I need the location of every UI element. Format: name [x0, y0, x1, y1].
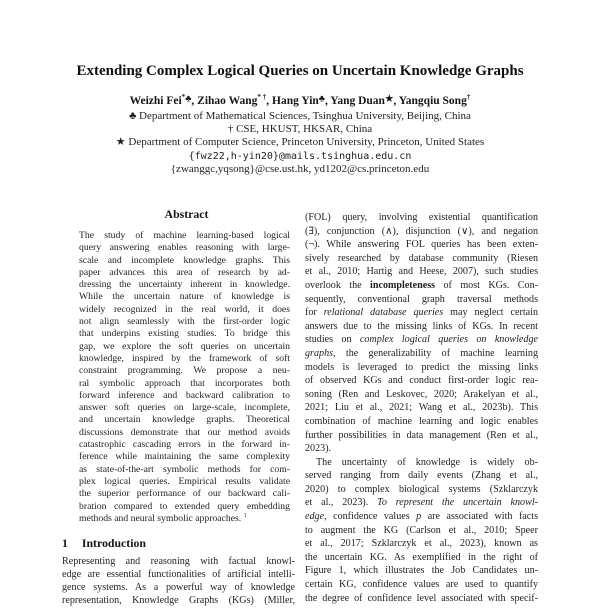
text-segment: dressing the uncertainty inherent in knowledge.: [79, 279, 290, 291]
text-segment: forward inference and backward calibration to: [79, 389, 290, 401]
text-segment: ference while maintaining the same complexity: [79, 451, 290, 463]
text-line: [79, 316, 290, 328]
text-segment: not align seamlessly with the first-order logic: [79, 316, 290, 328]
text-segment: et al., 2017; Szklarczyk et al., 2023), known as: [305, 538, 538, 550]
text-line: [305, 429, 538, 443]
text-line: [79, 341, 290, 353]
text-segment: overlook the: [305, 279, 371, 291]
text-line: [79, 513, 290, 525]
text-segment: (¬). While answering FOL queries has been exten-: [305, 239, 538, 251]
left-column: [62, 207, 295, 608]
text-line: [305, 293, 538, 307]
text-line: [79, 353, 290, 365]
text-line: [79, 267, 290, 279]
right-column: [305, 207, 538, 608]
text-line: [62, 582, 295, 595]
text-segment: p: [416, 511, 422, 523]
text-line: [305, 347, 538, 361]
text-segment: While the uncertain nature of knowledge is: [79, 291, 290, 303]
text-line: [305, 374, 538, 388]
text-segment: 1: [243, 512, 247, 519]
text-line: [305, 388, 538, 402]
text-segment: the uncertain KG. As exemplified in the right of: [305, 551, 538, 563]
text-segment: ♣: [185, 94, 192, 105]
text-segment: gence systems. As a powerful way of knowledge: [62, 581, 295, 593]
text-line: [79, 365, 290, 377]
text-line: [79, 255, 290, 267]
text-line: [305, 238, 538, 252]
text-segment: scale and incomplete knowledge graphs. This: [79, 254, 290, 266]
text-line: [305, 592, 538, 606]
text-line: [305, 401, 538, 415]
text-line: [79, 328, 290, 340]
text-line: [305, 306, 538, 320]
text-segment: 2023).: [305, 443, 332, 455]
text-segment: answers due to the missing links of KGs. In recent: [305, 320, 538, 332]
two-column-body: [62, 207, 538, 608]
text-segment: graphs: [305, 347, 334, 359]
text-segment: certain KG, confidence values are used to quantify: [305, 579, 538, 591]
text-segment: knowledge, inspired by the framework of soft: [79, 352, 290, 364]
email-line-tsinghua: {fwz22,h-yin20}@mails.tsinghua.edu.cn: [188, 150, 412, 162]
text-segment: Weizhi Fei: [129, 95, 182, 107]
text-segment: as state-of-the-art symbolic methods for com-: [79, 463, 290, 475]
text-segment: discussions demonstrate that our method avoids: [79, 426, 290, 438]
text-segment: further possibilities in data management (Ren et al.,: [305, 429, 538, 441]
text-segment: , Zihao Wang: [191, 95, 258, 107]
text-line: [305, 415, 538, 429]
affiliations: [0, 110, 600, 150]
text-segment: widely recognized in the real world, it does: [79, 303, 290, 315]
email-block: [0, 151, 600, 177]
text-line: [79, 402, 290, 414]
affiliation-princeton: ★ Department of Computer Science, Princeton University, Princeton, United States: [115, 136, 485, 149]
text-segment: 2020) to complex biological systems (Szklarczyk: [305, 483, 538, 495]
text-line: [305, 578, 538, 592]
text-segment: may neglect certain: [443, 307, 538, 319]
text-segment: bration compared to extended query embedding: [79, 500, 290, 512]
section-number: 1: [62, 536, 68, 551]
text-line: [305, 483, 538, 497]
text-segment: models is leveraged to predict the missing links: [305, 361, 538, 373]
text-segment: query answering enables reasoning with large-: [79, 242, 290, 254]
text-segment: The uncertainty of knowledge is widely ob-: [316, 456, 538, 468]
text-line: [305, 469, 538, 483]
affiliation-tsinghua: ♣ Department of Mathematical Sciences, Tsinghua University, Beijing, China: [129, 110, 471, 122]
text-line: [79, 501, 290, 513]
text-line: [305, 279, 538, 293]
text-line: [79, 304, 290, 316]
text-segment: constraint programming. We propose a neu-: [79, 365, 290, 377]
text-line: [62, 595, 295, 608]
text-segment: The study of machine learning-based logical: [79, 230, 290, 241]
text-segment: relational database queries: [323, 307, 444, 319]
text-segment: served ranging from daily events (Zhang et al.,: [305, 470, 538, 482]
introduction-heading: [62, 536, 295, 550]
section-title: Introduction: [81, 536, 146, 551]
text-line: [79, 291, 290, 303]
text-segment: edge are essential functionalities of artificial intelli-: [62, 569, 295, 581]
text-segment: , the generalizability of machine learning: [333, 347, 538, 359]
text-line: [305, 361, 538, 375]
text-line: [62, 556, 295, 569]
text-line: [305, 496, 538, 510]
text-line: [305, 320, 538, 334]
text-segment: et al., 2010; Hartig and Heese, 2007), such studies: [305, 266, 538, 278]
text-segment: †: [466, 93, 471, 102]
paper-title: Extending Complex Logical Queries on Uncertain Knowledge Graphs: [76, 63, 524, 79]
text-segment: the degree of confidence level associated with specif-: [305, 592, 538, 604]
text-segment: answer soft queries on large-scale, incomplete,: [79, 402, 290, 414]
text-line: [79, 427, 290, 439]
text-line: [305, 333, 538, 347]
text-line: [305, 537, 538, 551]
text-line: [79, 464, 290, 476]
text-line: [79, 390, 290, 402]
text-line: [305, 442, 538, 456]
text-line: [305, 564, 538, 578]
text-segment: Figure 1, which illustrates the Job Candidates un-: [305, 565, 538, 577]
text-segment: methods and neural symbolic approaches.: [79, 512, 244, 524]
text-segment: To represent the uncertain knowl-: [377, 497, 538, 509]
author-line: [0, 94, 600, 108]
text-line: [305, 524, 538, 538]
text-line: [305, 456, 538, 470]
text-segment: and uncertain knowledge graphs. Theoretical: [79, 414, 290, 426]
text-segment: *: [181, 93, 186, 102]
text-line: [305, 252, 538, 266]
text-line: [305, 211, 538, 225]
text-line: [79, 230, 290, 242]
text-line: [305, 551, 538, 565]
text-segment: that underpins existing studies. To bridge this: [79, 328, 290, 340]
text-segment: * †: [257, 93, 267, 102]
text-segment: ♣: [318, 94, 325, 105]
text-segment: ★: [384, 94, 394, 105]
text-segment: Representing and reasoning with factual knowl-: [62, 556, 295, 568]
text-segment: of most KGs. Con-: [435, 279, 538, 291]
text-line: [79, 414, 290, 426]
paper-header: [0, 0, 600, 176]
text-segment: , Yangqiu Song: [393, 95, 467, 107]
text-line: [79, 279, 290, 291]
text-segment: sequently, conventional graph traversal methods: [305, 293, 538, 305]
abstract-heading: Abstract: [164, 207, 209, 221]
text-segment: incompleteness: [370, 279, 436, 291]
text-segment: , Hang Yin: [266, 95, 319, 107]
text-line: [79, 242, 290, 254]
text-segment: catastrophic cascading errors in the forward in-: [79, 439, 290, 451]
text-segment: 2021; Liu et al., 2021; Wang et al., 2023b). This: [305, 402, 538, 414]
text-line: [305, 265, 538, 279]
text-segment: ral symbolic approach that incorporates both: [79, 377, 290, 389]
text-segment: plex logical queries. Empirical results validate: [79, 475, 290, 487]
text-line: [62, 569, 295, 582]
affiliation-hkust: † CSE, HKUST, HKSAR, China: [227, 123, 373, 136]
text-segment: , Yang Duan: [324, 95, 385, 107]
text-segment: (∃), conjunction (∧), disjunction (∨), and negation: [305, 225, 538, 237]
text-line: [305, 510, 538, 524]
text-segment: sively researched by database community (Riesen: [305, 252, 538, 264]
text-segment: for: [305, 307, 324, 319]
text-segment: to augment the KG (Carlson et al., 2010; Speer: [305, 524, 538, 536]
text-segment: gap, we explore the soft queries on uncertain: [79, 340, 290, 352]
text-segment: et al., 2023).: [305, 497, 378, 509]
text-line: [79, 476, 290, 488]
text-line: [79, 451, 290, 463]
text-segment: studies on: [305, 334, 360, 346]
text-segment: soning (Ren and Leskovec, 2020; Arakelyan et al.,: [305, 388, 538, 400]
text-segment: representation, Knowledge Graphs (KGs) (Miller,: [62, 594, 295, 606]
text-segment: , confidence values: [324, 511, 417, 523]
introduction-body: [62, 556, 295, 608]
text-segment: the superior performance of our backward cali-: [79, 488, 290, 500]
text-segment: are associated with facts: [421, 511, 538, 523]
text-line: [79, 488, 290, 500]
text-segment: paper advances this area of research by ad-: [79, 266, 290, 278]
text-line: [79, 439, 290, 451]
text-line: [305, 225, 538, 239]
text-segment: (FOL) query, involving existential quantification: [305, 212, 538, 223]
text-segment: edge: [305, 511, 325, 523]
text-segment: complex logical queries on knowledge: [359, 334, 538, 346]
email-line-hkust-princeton: {zwanggc,yqsong}@cse.ust.hk, yd1202@cs.princeton.edu: [170, 163, 430, 176]
abstract-body: [62, 230, 295, 525]
text-segment: combination of machine learning and logic enables: [305, 415, 538, 427]
text-segment: of observed KGs and conduct first-order logic rea-: [305, 375, 538, 387]
text-line: [79, 378, 290, 390]
